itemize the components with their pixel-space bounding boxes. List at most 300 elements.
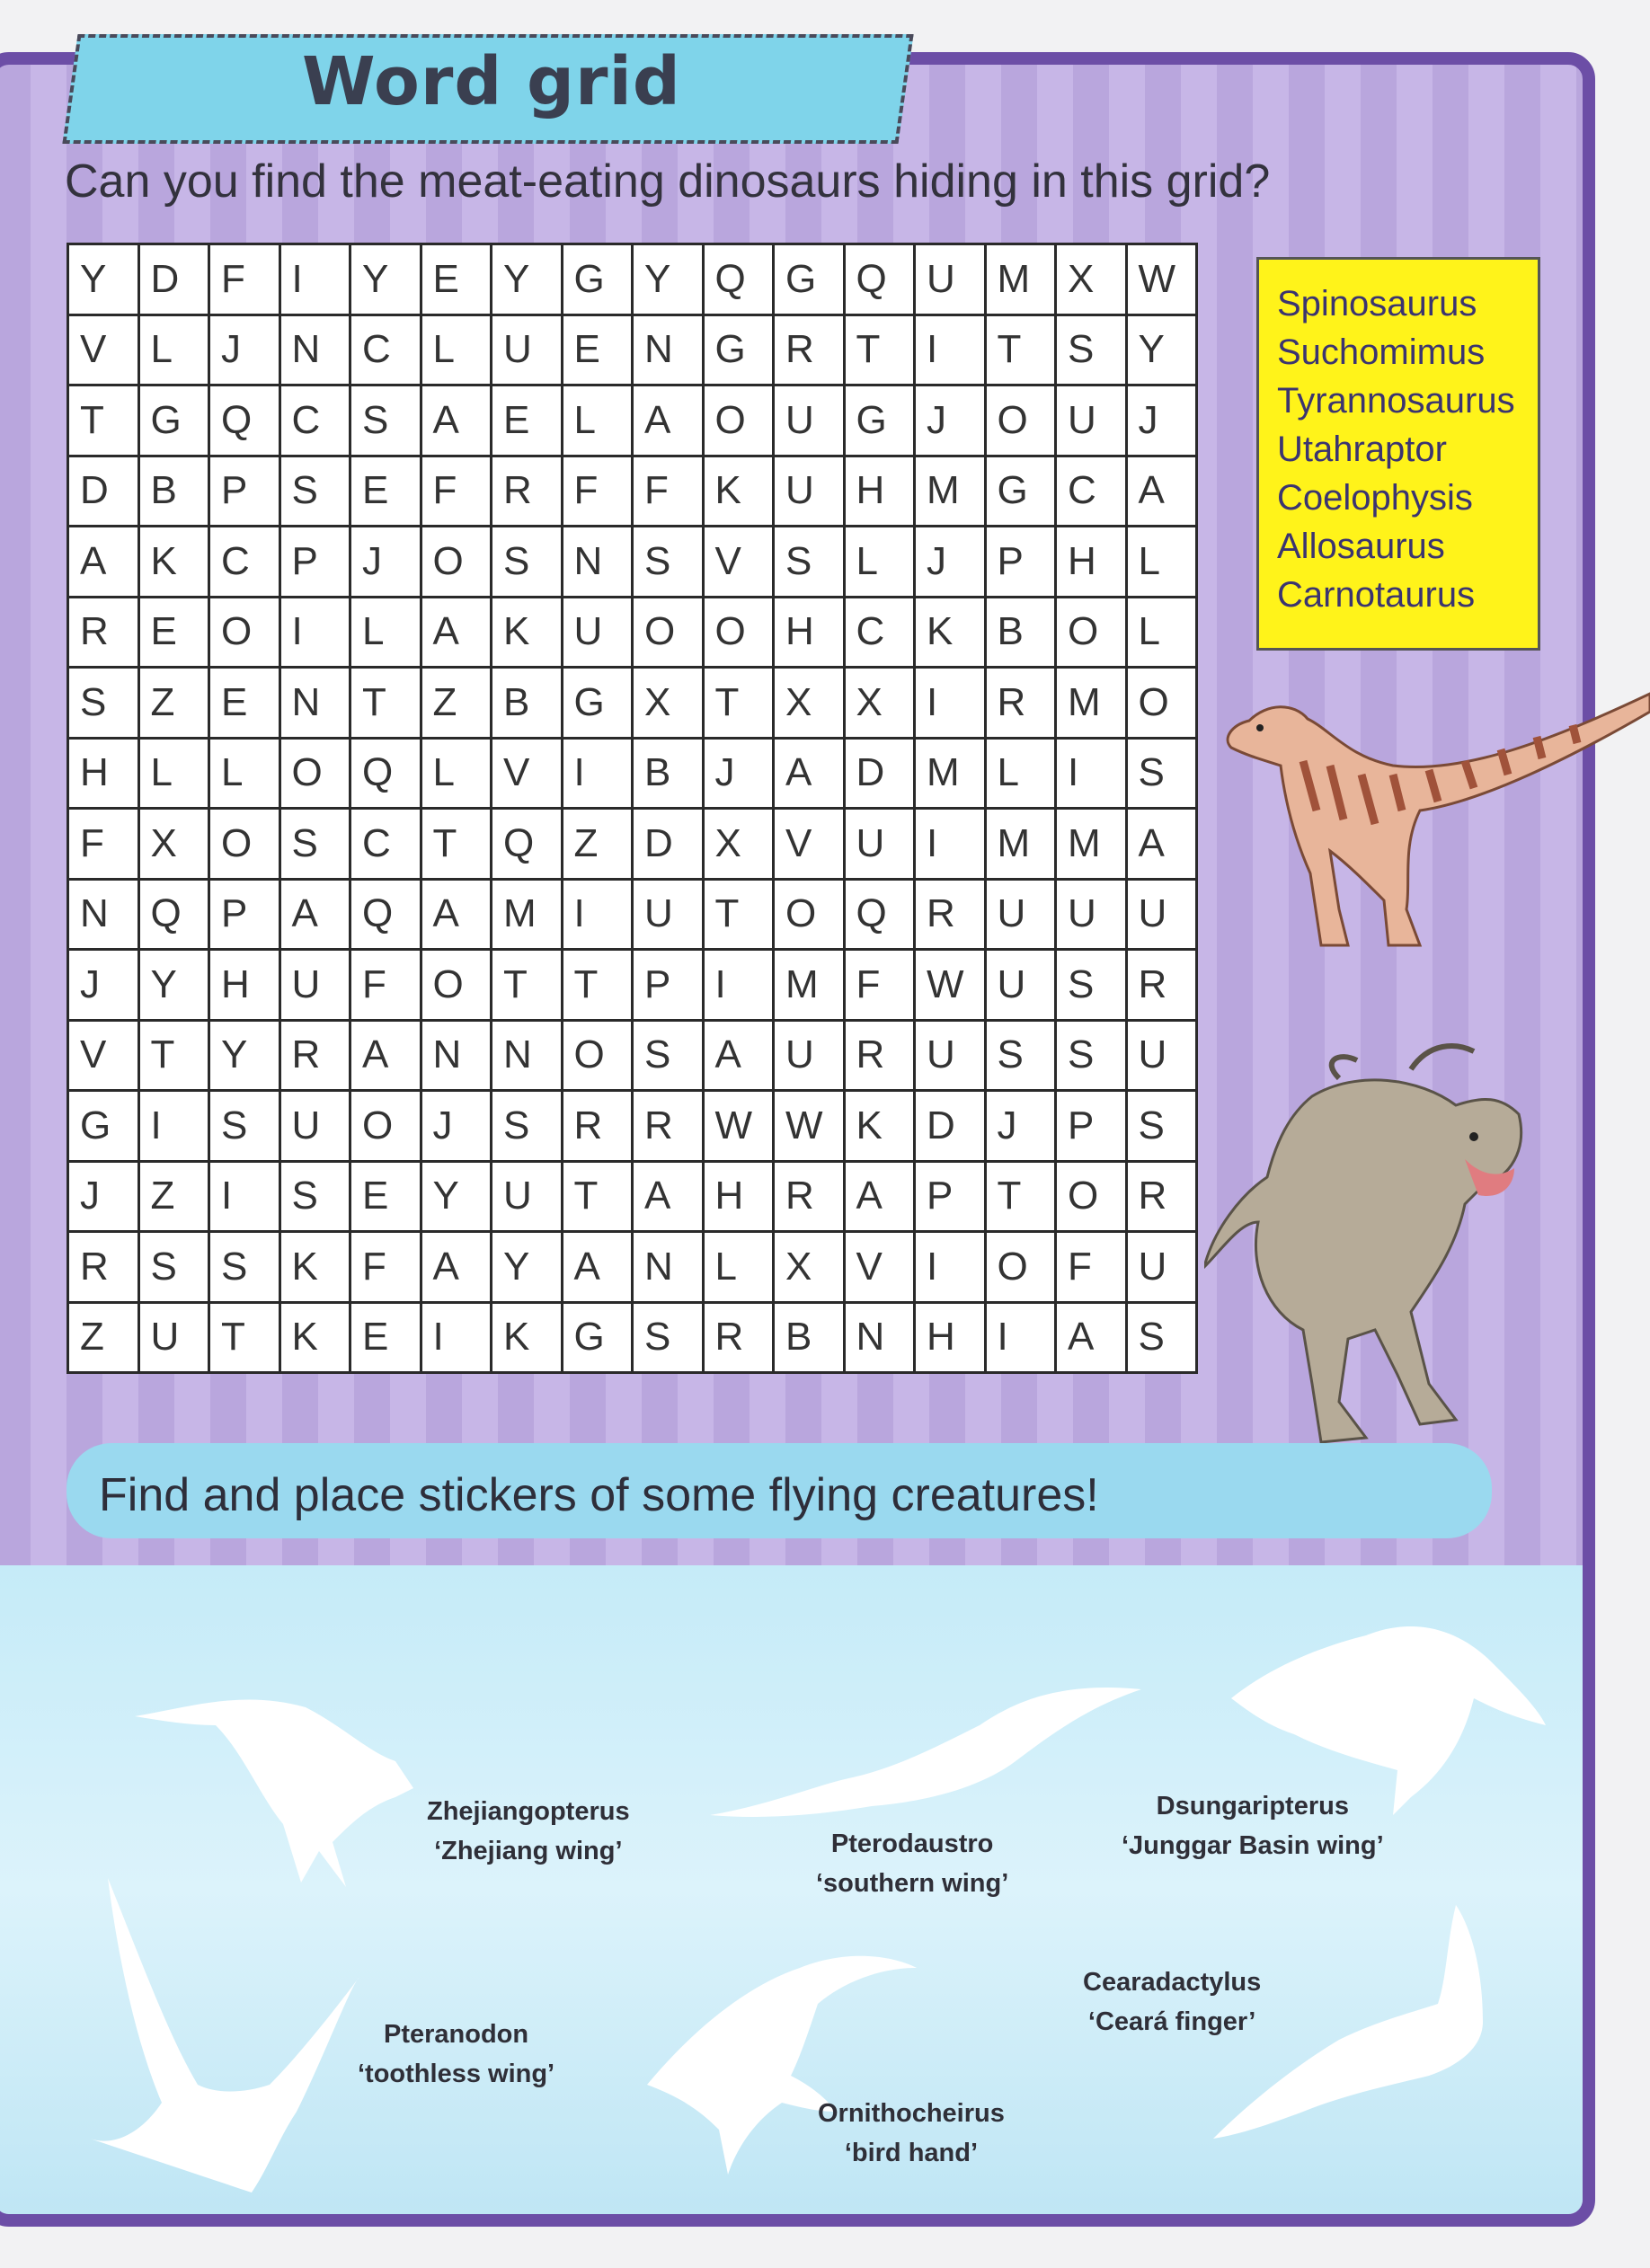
grid-cell[interactable]: U — [1126, 879, 1197, 950]
grid-cell[interactable]: T — [985, 315, 1056, 385]
grid-cell[interactable]: A — [279, 879, 350, 950]
grid-cell[interactable]: O — [774, 879, 845, 950]
grid-cell[interactable]: M — [774, 950, 845, 1021]
grid-cell[interactable]: V — [844, 1232, 915, 1303]
grid-cell[interactable]: A — [1126, 809, 1197, 880]
grid-cell[interactable]: U — [1056, 879, 1127, 950]
grid-cell[interactable]: N — [562, 527, 633, 598]
grid-cell[interactable]: N — [492, 1020, 563, 1091]
grid-cell[interactable]: Z — [562, 809, 633, 880]
grid-cell[interactable]: M — [985, 809, 1056, 880]
grid-cell[interactable]: C — [844, 597, 915, 668]
zhejiangopterus-sticker-spot[interactable] — [135, 1671, 431, 1887]
grid-cell[interactable]: S — [633, 1020, 704, 1091]
grid-cell[interactable]: V — [703, 527, 774, 598]
grid-cell[interactable]: Q — [350, 738, 421, 809]
grid-cell[interactable]: K — [279, 1232, 350, 1303]
dsungaripterus-sticker-spot[interactable] — [1231, 1608, 1546, 1815]
grid-cell[interactable]: T — [985, 1161, 1056, 1232]
grid-cell[interactable]: D — [68, 456, 139, 527]
grid-cell[interactable]: O — [985, 1232, 1056, 1303]
grid-cell[interactable]: J — [68, 1161, 139, 1232]
grid-cell[interactable]: S — [350, 385, 421, 456]
grid-cell[interactable]: O — [350, 1091, 421, 1162]
grid-cell[interactable]: Z — [138, 1161, 209, 1232]
grid-cell[interactable]: P — [209, 456, 280, 527]
grid-cell[interactable]: B — [985, 597, 1056, 668]
grid-cell[interactable]: N — [633, 315, 704, 385]
grid-cell[interactable]: R — [774, 1161, 845, 1232]
grid-row — [68, 315, 1197, 385]
grid-cell[interactable]: N — [279, 315, 350, 385]
grid-cell[interactable]: A — [844, 1161, 915, 1232]
grid-cell[interactable]: Q — [844, 244, 915, 315]
grid-cell[interactable]: L — [209, 738, 280, 809]
grid-cell[interactable]: R — [633, 1091, 704, 1162]
grid-cell[interactable]: O — [703, 597, 774, 668]
grid-cell[interactable]: C — [279, 385, 350, 456]
grid-cell[interactable]: D — [138, 244, 209, 315]
grid-cell[interactable]: R — [279, 1020, 350, 1091]
grid-cell[interactable]: P — [1056, 1091, 1127, 1162]
grid-cell[interactable]: S — [633, 527, 704, 598]
grid-cell[interactable]: X — [844, 668, 915, 739]
grid-cell[interactable]: H — [915, 1302, 986, 1373]
grid-cell[interactable]: M — [985, 244, 1056, 315]
grid-cell[interactable]: G — [138, 385, 209, 456]
grid-cell[interactable]: U — [562, 597, 633, 668]
word-list-box — [1256, 257, 1540, 651]
grid-cell[interactable]: J — [985, 1091, 1056, 1162]
grid-cell[interactable]: K — [138, 527, 209, 598]
grid-cell[interactable]: S — [492, 527, 563, 598]
grid-cell[interactable]: V — [68, 1020, 139, 1091]
grid-cell[interactable]: A — [633, 385, 704, 456]
grid-cell[interactable]: A — [703, 1020, 774, 1091]
grid-cell[interactable]: N — [633, 1232, 704, 1303]
grid-cell[interactable]: U — [492, 315, 563, 385]
grid-cell[interactable]: R — [774, 315, 845, 385]
grid-row — [68, 527, 1197, 598]
grid-cell[interactable]: Y — [1126, 315, 1197, 385]
grid-cell[interactable]: S — [279, 809, 350, 880]
grid-cell[interactable]: S — [209, 1232, 280, 1303]
grid-cell[interactable]: Q — [703, 244, 774, 315]
grid-cell[interactable]: L — [138, 315, 209, 385]
pteranodon-name: Pteranodon — [384, 2020, 529, 2049]
grid-cell[interactable]: T — [68, 385, 139, 456]
grid-cell[interactable]: S — [1056, 950, 1127, 1021]
grid-cell[interactable]: A — [350, 1020, 421, 1091]
grid-cell[interactable]: E — [350, 1302, 421, 1373]
grid-cell[interactable]: S — [1126, 1302, 1197, 1373]
grid-cell[interactable]: O — [279, 738, 350, 809]
grid-cell[interactable]: E — [350, 1161, 421, 1232]
grid-cell[interactable]: A — [562, 1232, 633, 1303]
grid-cell[interactable]: C — [350, 809, 421, 880]
cearadactylus-meaning: ‘Ceará finger’ — [1087, 2007, 1256, 2036]
grid-cell[interactable]: K — [915, 597, 986, 668]
pterodaustro-name: Pterodaustro — [830, 1829, 994, 1858]
grid-cell[interactable]: R — [562, 1091, 633, 1162]
grid-cell[interactable]: M — [915, 456, 986, 527]
grid-cell[interactable]: U — [492, 1161, 563, 1232]
grid-cell[interactable]: F — [350, 950, 421, 1021]
cearadactylus-name: Cearadactylus — [1083, 1968, 1262, 1997]
grid-cell[interactable]: M — [492, 879, 563, 950]
grid-cell[interactable]: S — [279, 456, 350, 527]
grid-cell[interactable]: Y — [350, 244, 421, 315]
grid-cell[interactable]: S — [492, 1091, 563, 1162]
grid-cell[interactable]: M — [915, 738, 986, 809]
grid-cell[interactable]: L — [985, 738, 1056, 809]
grid-cell[interactable]: Q — [844, 879, 915, 950]
stickers-title: Find and place stickers of some flying creatures! — [99, 1469, 1099, 1521]
grid-cell[interactable]: O — [421, 950, 492, 1021]
grid-cell[interactable]: A — [68, 527, 139, 598]
grid-cell[interactable]: P — [279, 527, 350, 598]
grid-cell[interactable]: E — [492, 385, 563, 456]
grid-cell[interactable]: W — [774, 1091, 845, 1162]
grid-cell[interactable]: S — [209, 1091, 280, 1162]
grid-cell[interactable]: S — [985, 1020, 1056, 1091]
grid-cell[interactable]: Y — [633, 244, 704, 315]
grid-cell[interactable]: R — [68, 597, 139, 668]
grid-row — [68, 879, 1197, 950]
grid-cell[interactable]: A — [1126, 456, 1197, 527]
grid-cell[interactable]: I — [703, 950, 774, 1021]
grid-cell[interactable]: Q — [209, 385, 280, 456]
grid-cell[interactable]: F — [562, 456, 633, 527]
grid-cell[interactable]: O — [633, 597, 704, 668]
grid-cell[interactable]: G — [562, 244, 633, 315]
zhejiangopterus-caption — [427, 1792, 630, 1871]
grid-cell[interactable]: E — [562, 315, 633, 385]
grid-cell[interactable]: U — [915, 1020, 986, 1091]
grid-cell[interactable]: T — [562, 950, 633, 1021]
pterodaustro-caption — [816, 1824, 1008, 1903]
grid-cell[interactable]: Y — [68, 244, 139, 315]
grid-cell[interactable]: L — [138, 738, 209, 809]
word-list-item: Tyrannosaurus — [1277, 381, 1515, 421]
grid-cell[interactable]: B — [138, 456, 209, 527]
grid-cell[interactable]: U — [138, 1302, 209, 1373]
grid-cell[interactable]: T — [209, 1302, 280, 1373]
grid-cell[interactable]: F — [350, 1232, 421, 1303]
grid-cell[interactable]: T — [492, 950, 563, 1021]
grid-cell[interactable]: M — [1056, 668, 1127, 739]
grid-cell[interactable]: M — [1056, 809, 1127, 880]
grid-cell[interactable]: U — [774, 1020, 845, 1091]
grid-row — [68, 668, 1197, 739]
grid-cell[interactable]: I — [915, 809, 986, 880]
grid-cell[interactable]: O — [421, 527, 492, 598]
grid-cell[interactable]: W — [915, 950, 986, 1021]
grid-cell[interactable]: E — [209, 668, 280, 739]
grid-cell[interactable]: P — [633, 950, 704, 1021]
grid-cell[interactable]: A — [421, 385, 492, 456]
grid-cell[interactable]: I — [421, 1302, 492, 1373]
grid-cell[interactable]: S — [279, 1161, 350, 1232]
grid-cell[interactable]: I — [915, 668, 986, 739]
grid-cell[interactable]: P — [985, 527, 1056, 598]
grid-cell[interactable]: W — [703, 1091, 774, 1162]
grid-cell[interactable]: Z — [68, 1302, 139, 1373]
grid-cell[interactable]: F — [1056, 1232, 1127, 1303]
grid-cell[interactable]: H — [68, 738, 139, 809]
grid-cell[interactable]: O — [703, 385, 774, 456]
grid-cell[interactable]: U — [844, 809, 915, 880]
grid-cell[interactable]: S — [1126, 1091, 1197, 1162]
grid-cell[interactable]: L — [844, 527, 915, 598]
grid-cell[interactable]: C — [1056, 456, 1127, 527]
grid-cell[interactable]: R — [985, 668, 1056, 739]
grid-cell[interactable]: D — [915, 1091, 986, 1162]
grid-cell[interactable]: E — [138, 597, 209, 668]
grid-cell[interactable]: S — [1126, 738, 1197, 809]
grid-cell[interactable]: Y — [421, 1161, 492, 1232]
grid-cell[interactable]: X — [1056, 244, 1127, 315]
grid-cell[interactable]: A — [774, 738, 845, 809]
ornithocheirus-name: Ornithocheirus — [818, 2099, 1005, 2128]
grid-cell[interactable]: X — [138, 809, 209, 880]
grid-cell[interactable]: N — [421, 1020, 492, 1091]
pterodaustro-meaning: ‘southern wing’ — [816, 1869, 1009, 1898]
grid-cell[interactable]: S — [1056, 1020, 1127, 1091]
grid-cell[interactable]: A — [421, 879, 492, 950]
grid-cell[interactable]: G — [68, 1091, 139, 1162]
page-title: Word grid — [302, 43, 681, 120]
grid-cell[interactable]: H — [774, 597, 845, 668]
grid-cell[interactable]: P — [915, 1161, 986, 1232]
grid-cell[interactable]: J — [350, 527, 421, 598]
grid-cell[interactable]: E — [350, 456, 421, 527]
grid-cell[interactable]: H — [844, 456, 915, 527]
grid-cell[interactable]: O — [1056, 1161, 1127, 1232]
grid-cell[interactable]: U — [915, 244, 986, 315]
grid-cell[interactable]: D — [633, 809, 704, 880]
grid-cell[interactable]: J — [915, 385, 986, 456]
grid-cell[interactable]: X — [633, 668, 704, 739]
word-list-item: Allosaurus — [1277, 527, 1445, 566]
grid-cell[interactable]: I — [209, 1161, 280, 1232]
grid-cell[interactable]: Q — [350, 879, 421, 950]
zhejiangopterus-meaning: ‘Zhejiang wing’ — [434, 1837, 623, 1865]
grid-cell[interactable]: V — [68, 315, 139, 385]
grid-cell[interactable]: T — [138, 1020, 209, 1091]
grid-cell[interactable]: A — [1056, 1302, 1127, 1373]
grid-cell[interactable]: I — [915, 1232, 986, 1303]
grid-cell[interactable]: G — [562, 1302, 633, 1373]
grid-cell[interactable]: T — [703, 879, 774, 950]
grid-cell[interactable]: B — [774, 1302, 845, 1373]
grid-cell[interactable]: J — [1126, 385, 1197, 456]
grid-cell[interactable]: F — [633, 456, 704, 527]
grid-cell[interactable]: S — [138, 1232, 209, 1303]
grid-cell[interactable]: O — [209, 597, 280, 668]
grid-cell[interactable]: L — [703, 1232, 774, 1303]
grid-cell[interactable]: T — [350, 668, 421, 739]
zhejiangopterus-name: Zhejiangopterus — [427, 1797, 630, 1826]
grid-row — [68, 950, 1197, 1021]
grid-cell[interactable]: B — [492, 668, 563, 739]
grid-cell[interactable]: A — [421, 597, 492, 668]
grid-cell[interactable]: U — [279, 950, 350, 1021]
grid-cell[interactable]: U — [1056, 385, 1127, 456]
grid-cell[interactable]: S — [1056, 315, 1127, 385]
grid-cell[interactable]: L — [350, 597, 421, 668]
word-search-grid — [67, 243, 1198, 1374]
grid-cell[interactable]: V — [774, 809, 845, 880]
grid-cell[interactable]: X — [774, 1232, 845, 1303]
grid-cell[interactable]: J — [703, 738, 774, 809]
grid-cell[interactable]: G — [562, 668, 633, 739]
grid-cell[interactable]: F — [421, 456, 492, 527]
grid-cell[interactable]: R — [1126, 950, 1197, 1021]
grid-cell[interactable]: H — [1056, 527, 1127, 598]
grid-cell[interactable]: L — [1126, 597, 1197, 668]
ornithocheirus-meaning: ‘bird hand’ — [844, 2139, 979, 2167]
grid-cell[interactable]: K — [279, 1302, 350, 1373]
grid-cell[interactable]: O — [1126, 668, 1197, 739]
grid-cell[interactable]: I — [985, 1302, 1056, 1373]
grid-row — [68, 1302, 1197, 1373]
grid-cell[interactable]: V — [492, 738, 563, 809]
grid-cell[interactable]: Y — [492, 1232, 563, 1303]
grid-cell[interactable]: G — [985, 456, 1056, 527]
grid-cell[interactable]: J — [915, 527, 986, 598]
grid-cell[interactable]: E — [421, 244, 492, 315]
grid-cell[interactable]: I — [279, 244, 350, 315]
grid-cell[interactable]: H — [209, 950, 280, 1021]
grid-cell[interactable]: C — [209, 527, 280, 598]
grid-cell[interactable]: O — [985, 385, 1056, 456]
grid-cell[interactable]: O — [562, 1020, 633, 1091]
grid-cell[interactable]: T — [703, 668, 774, 739]
grid-cell[interactable]: Z — [138, 668, 209, 739]
grid-cell[interactable]: L — [1126, 527, 1197, 598]
grid-cell[interactable]: N — [279, 668, 350, 739]
grid-cell[interactable]: Q — [492, 809, 563, 880]
grid-cell[interactable]: U — [633, 879, 704, 950]
grid-cell[interactable]: H — [703, 1161, 774, 1232]
grid-row — [68, 244, 1197, 315]
grid-cell[interactable]: K — [492, 1302, 563, 1373]
grid-cell[interactable]: N — [68, 879, 139, 950]
grid-row — [68, 597, 1197, 668]
grid-cell[interactable]: Z — [421, 668, 492, 739]
grid-cell[interactable]: I — [279, 597, 350, 668]
grid-row — [68, 1161, 1197, 1232]
pteranodon-meaning: ‘toothless wing’ — [358, 2060, 555, 2088]
grid-row — [68, 809, 1197, 880]
grid-cell[interactable]: F — [209, 244, 280, 315]
word-list-item: Carnotaurus — [1277, 575, 1476, 615]
grid-cell[interactable]: T — [562, 1161, 633, 1232]
grid-cell[interactable]: L — [421, 315, 492, 385]
pteranodon-sticker-spot[interactable] — [90, 1878, 377, 2202]
grid-cell[interactable]: R — [703, 1302, 774, 1373]
grid-cell[interactable]: U — [985, 950, 1056, 1021]
cearadactylus-caption — [1083, 1962, 1261, 2042]
grid-row — [68, 456, 1197, 527]
grid-cell[interactable]: I — [915, 315, 986, 385]
grid-cell[interactable]: I — [562, 879, 633, 950]
grid-cell[interactable]: R — [1126, 1161, 1197, 1232]
word-list-item: Coelophysis — [1277, 478, 1473, 518]
grid-cell[interactable]: T — [421, 809, 492, 880]
grid-cell[interactable]: I — [562, 738, 633, 809]
grid-cell[interactable]: U — [1126, 1020, 1197, 1091]
grid-cell[interactable]: Q — [138, 879, 209, 950]
grid-cell[interactable]: R — [915, 879, 986, 950]
grid-cell[interactable]: Y — [138, 950, 209, 1021]
grid-cell[interactable]: W — [1126, 244, 1197, 315]
grid-cell[interactable]: U — [1126, 1232, 1197, 1303]
grid-cell[interactable]: C — [350, 315, 421, 385]
grid-cell[interactable]: I — [1056, 738, 1127, 809]
grid-cell[interactable]: A — [421, 1232, 492, 1303]
word-list-item: Spinosaurus — [1277, 284, 1477, 323]
carnotaurus-illustration — [1204, 1042, 1537, 1465]
pterodaustro-sticker-spot[interactable] — [710, 1671, 1141, 1824]
grid-cell[interactable]: P — [209, 879, 280, 950]
grid-cell[interactable]: K — [492, 597, 563, 668]
word-list-item: Utahraptor — [1277, 430, 1447, 469]
dsungaripterus-name: Dsungaripterus — [1156, 1792, 1349, 1821]
grid-cell[interactable]: R — [844, 1020, 915, 1091]
grid-cell[interactable]: O — [209, 809, 280, 880]
grid-cell[interactable]: J — [68, 950, 139, 1021]
question-text: Can you find the meat-eating dinosaurs hiding in this grid? — [65, 155, 1271, 208]
grid-cell[interactable]: U — [774, 456, 845, 527]
ornithocheirus-caption — [818, 2094, 1005, 2173]
grid-cell[interactable]: X — [774, 668, 845, 739]
grid-cell[interactable]: F — [844, 950, 915, 1021]
grid-cell[interactable]: U — [279, 1091, 350, 1162]
grid-cell[interactable]: U — [774, 385, 845, 456]
grid-cell[interactable]: J — [421, 1091, 492, 1162]
grid-cell[interactable]: D — [844, 738, 915, 809]
grid-cell[interactable]: S — [774, 527, 845, 598]
grid-cell[interactable]: I — [138, 1091, 209, 1162]
grid-cell[interactable]: X — [703, 809, 774, 880]
grid-cell[interactable]: K — [703, 456, 774, 527]
grid-row — [68, 738, 1197, 809]
grid-cell[interactable]: O — [1056, 597, 1127, 668]
grid-row — [68, 1020, 1197, 1091]
grid-cell[interactable]: N — [844, 1302, 915, 1373]
grid-cell[interactable]: L — [562, 385, 633, 456]
grid-cell[interactable]: T — [844, 315, 915, 385]
grid-cell[interactable]: K — [844, 1091, 915, 1162]
grid-cell[interactable]: L — [421, 738, 492, 809]
grid-cell[interactable]: G — [844, 385, 915, 456]
grid-cell[interactable]: R — [68, 1232, 139, 1303]
grid-cell[interactable]: J — [209, 315, 280, 385]
grid-cell[interactable]: B — [633, 738, 704, 809]
grid-cell[interactable]: G — [703, 315, 774, 385]
grid-cell[interactable]: A — [633, 1161, 704, 1232]
grid-cell[interactable]: G — [774, 244, 845, 315]
grid-cell[interactable]: S — [68, 668, 139, 739]
grid-cell[interactable]: U — [985, 879, 1056, 950]
grid-cell[interactable]: R — [492, 456, 563, 527]
grid-cell[interactable]: Y — [209, 1020, 280, 1091]
grid-cell[interactable]: Y — [492, 244, 563, 315]
grid-cell[interactable]: F — [68, 809, 139, 880]
grid-cell[interactable]: S — [633, 1302, 704, 1373]
